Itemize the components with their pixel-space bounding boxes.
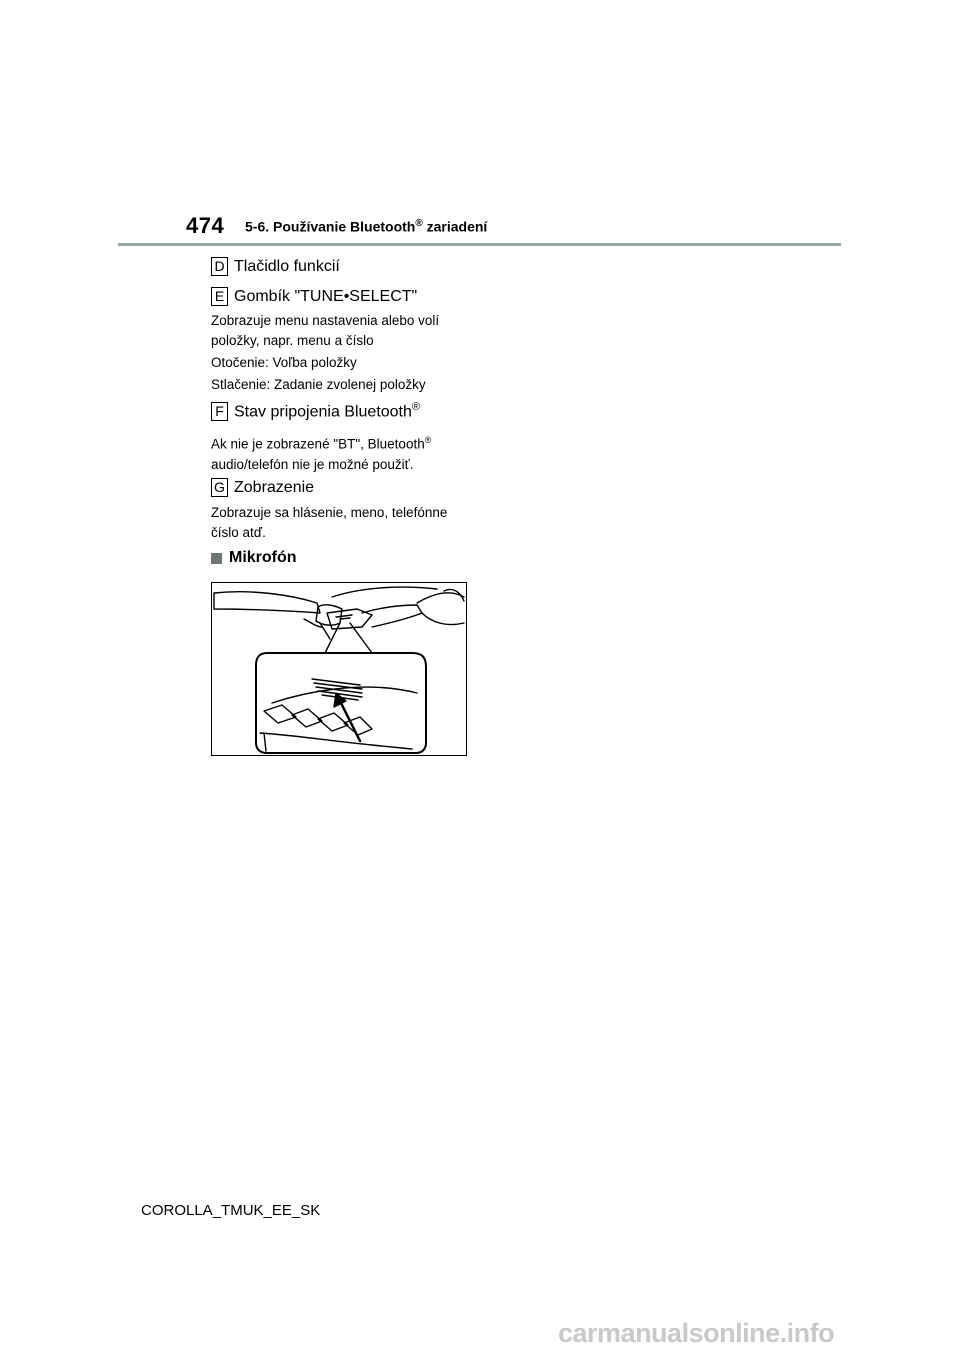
item-g-label: Zobrazenie — [234, 478, 315, 496]
registered-mark: ® — [424, 435, 432, 445]
watermark: carmanualsonline.info — [558, 1318, 835, 1348]
item-e-desc-line1: Zobrazuje menu nastavenia alebo volí — [211, 313, 440, 328]
footer-code: COROLLA_TMUK_EE_SK — [141, 1202, 321, 1219]
item-e-label: Gombík "TUNE•SELECT" — [234, 287, 418, 305]
item-d-label: Tlačidlo funkcií — [234, 257, 340, 275]
section-title-suffix: zariadení — [422, 218, 488, 235]
item-f-description — [211, 430, 481, 475]
item-e-press: Stlačenie: Zadanie zvolenej položky — [211, 377, 426, 392]
square-bullet-icon — [211, 553, 222, 564]
item-e-description — [211, 311, 481, 351]
item-d-letter: D — [211, 257, 228, 276]
item-e-turn: Otočenie: Voľba položky — [211, 355, 357, 370]
subsection-heading — [211, 549, 297, 567]
section-title — [245, 218, 487, 235]
item-f-desc-line1 — [211, 430, 481, 455]
item-g-letter: G — [211, 478, 228, 497]
header-rule — [118, 243, 841, 246]
subsection-title: Mikrofón — [229, 549, 297, 566]
item-g-desc-line2: číslo atď. — [211, 525, 266, 540]
item-f-desc-line2: audio/telefón nie je možné použiť. — [211, 456, 414, 472]
item-e-desc-line2: položky, napr. menu a číslo — [211, 333, 374, 348]
item-f-letter: F — [211, 402, 228, 421]
registered-mark: ® — [411, 401, 421, 413]
item-d — [211, 257, 340, 276]
item-f-label-text: Stav pripojenia Bluetooth — [234, 403, 412, 421]
item-f-desc-line1-text: Ak nie je zobrazené "BT", Bluetooth — [211, 436, 425, 452]
microphone-location-drawing — [212, 583, 466, 755]
section-title-prefix: 5-6. Používanie Bluetooth — [245, 218, 416, 235]
registered-mark: ® — [415, 218, 423, 229]
item-g-desc-line1: Zobrazuje sa hlásenie, meno, telefónne — [211, 505, 448, 520]
item-e-letter: E — [211, 287, 228, 306]
item-e — [211, 287, 417, 306]
microphone-illustration — [211, 582, 467, 756]
item-g-description — [211, 503, 481, 543]
page-number: 474 — [186, 213, 225, 238]
item-f-label — [234, 401, 420, 421]
item-g — [211, 478, 314, 497]
item-f — [211, 401, 420, 421]
